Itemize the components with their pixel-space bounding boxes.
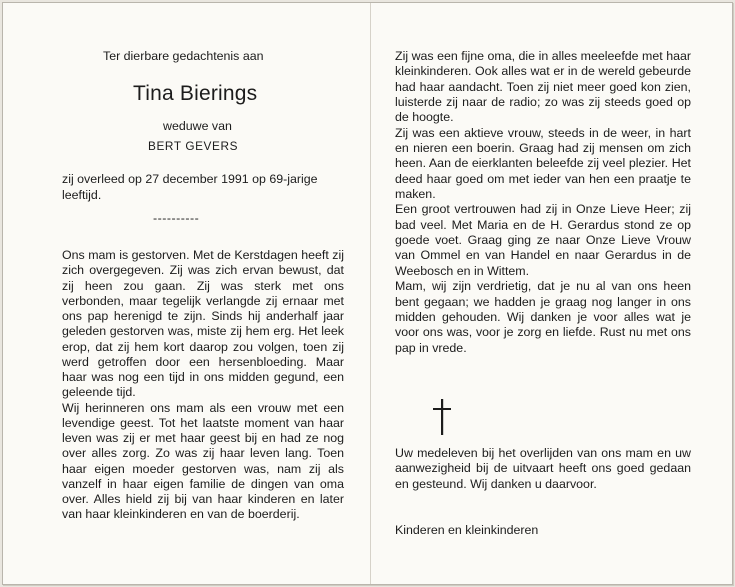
husband-name: BERT GEVERS [148,139,239,153]
latin-cross-icon [431,398,453,436]
right-body-text [395,49,691,356]
paragraph: Mam, wij zijn verdrietig, dat je nu al van ons heen bent gegaan; we hadden je graag nog langer in ons midden gehouden. Wij danken je voor alles wat je voor ons was, voor je zorg en liefde. Rust nu met ons pap in vrede. [395,279,691,355]
card-fold-line [370,3,371,584]
widow-of-label: weduwe van [163,119,232,133]
paragraph: Zij was een fijne oma, die in alles meeleefde met haar kleinkinderen. Ook alles wat er in de wereld gebeurde had haar aandacht. Toen zij niet meer goed kon zien, luisterde zij naar de radio; zo was zij steeds goed op de hoogte. [395,49,691,125]
memorial-card [2,2,733,585]
thank-you-text: Uw medeleven bij het overlijden van ons mam en uw aanwezigheid bij de uitvaart heeft ons goed gedaan en gesteund. Wij danken u daarvoor. [395,446,691,491]
signature: Kinderen en kleinkinderen [395,523,539,537]
paragraph: Zij was een aktieve vrouw, steeds in de weer, in hart en nieren een boerin. Graag had zij mensen om zich heen. Aan de eierklanten beleefde zij veel plezier. Het deed haar goed om met ieder van hen een praatje te maken. [395,125,691,202]
paragraph: Een groot vertrouwen had zij in Onze Lieve Heer; zij bad veel. Met Maria en de H. Gerardus stond ze op goede voet. Graag ging ze naar Onze Lieve Vrouw van Ommel en van Handel en naar Gerardus in de Weebosch en in Wittem. [395,202,691,278]
dedication-header: Ter dierbare gedachtenis aan [103,49,264,63]
separator-line: ---------- [153,211,200,225]
paragraph: Wij herinneren ons mam als een vrouw met een levendige geest. Tot het laatste moment van haar leven was zij er met haar geest bij en had ze nog over alles zorg. Zo was zij haar leven lang. Toen haar eigen moeder gestorven was, nam zij als vanzelf in haar eigen familie de dingen van oma over. Alles hield zij bij van haar kinderen en later van haar kleinkinderen en van de boerderij. [62,400,344,522]
death-notice: zij overleed op 27 december 1991 op 69-jarige leeftijd. [62,172,318,202]
left-body-text [62,248,344,523]
deceased-name: Tina Bierings [133,82,258,105]
paragraph: Ons mam is gestorven. Met de Kerstdagen heeft zij zich overgegeven. Zij was zich ervan bewust, dat zij heen zou gaan. Zij was sterk met ons verbonden, maar tegelijk verlangde zij ernaar met ons pap herenigd te zijn. Sinds hij anderhalf jaar geleden gestorven was, miste zij hem erg. Het leek erop, dat zij hem kort daarop zou volgen, toen zij werd getroffen door een hersenbloeding. Maar haar was nog een tijd in ons midden gegund, een geleende tijd. [62,248,344,400]
